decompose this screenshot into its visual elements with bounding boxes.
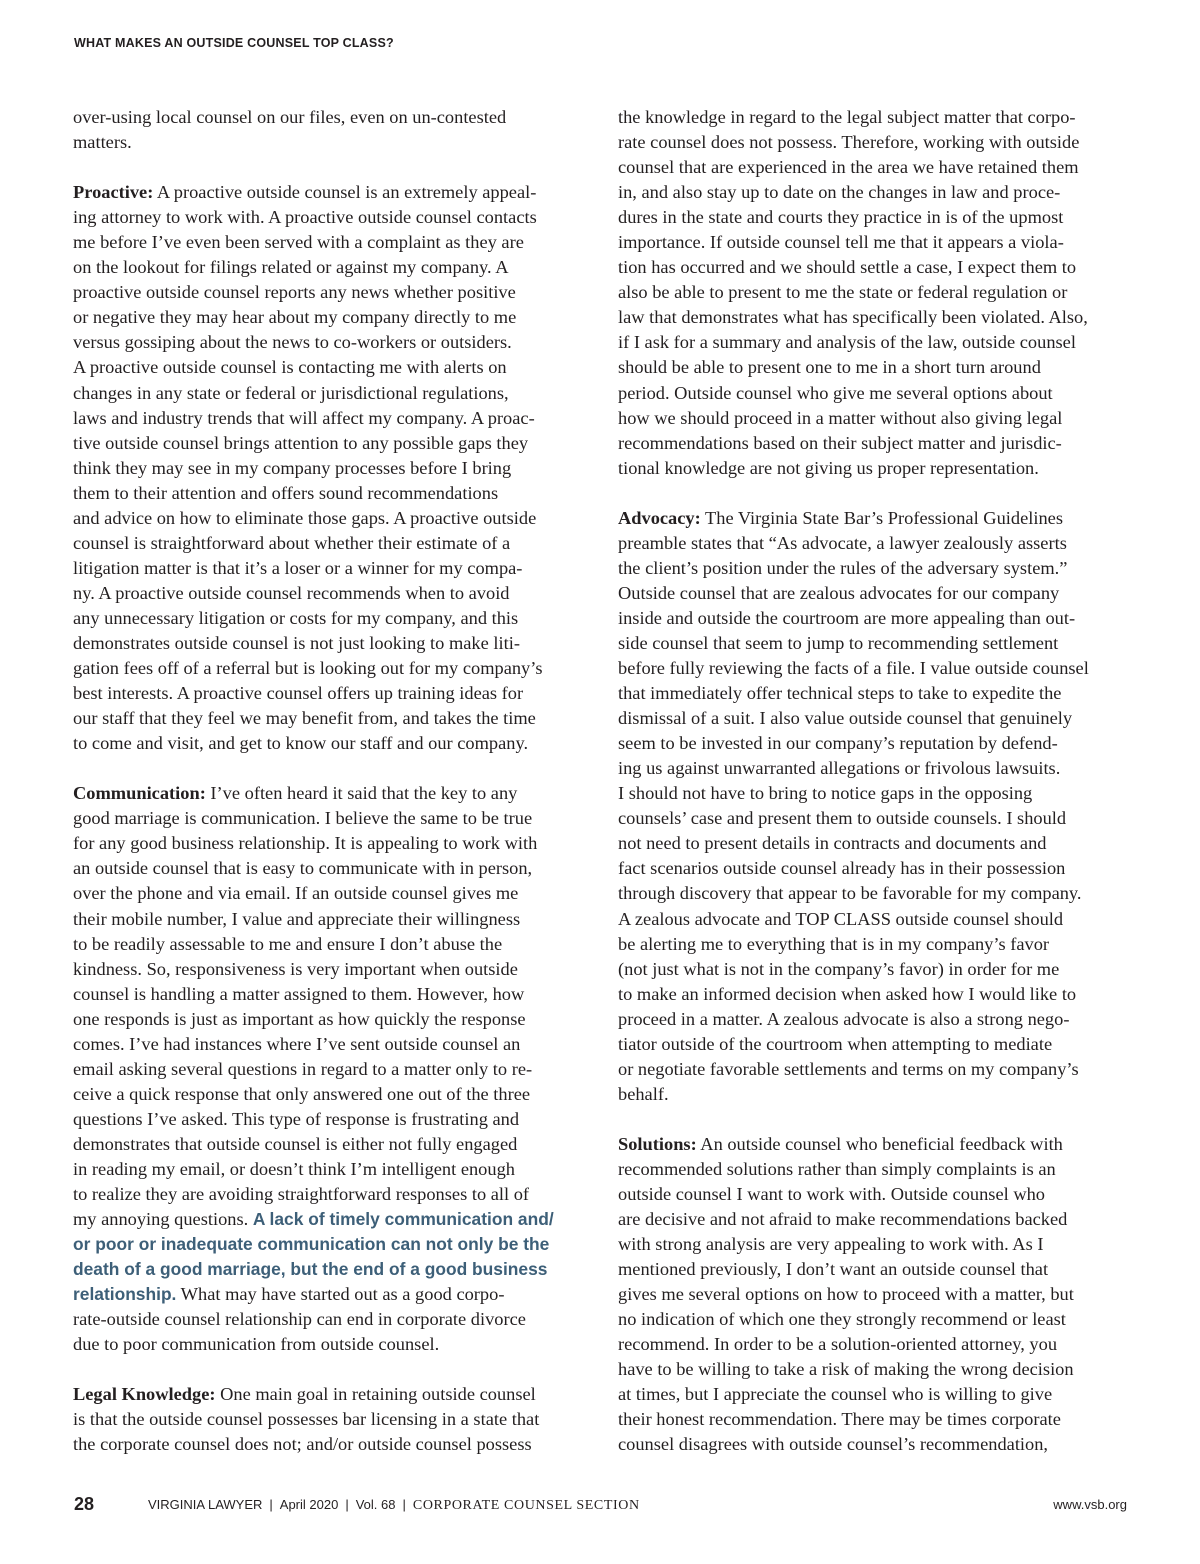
text-line: A zealous advocate and TOP CLASS outside counsel should xyxy=(618,908,1064,929)
text-line: the client’s position under the rules of the adversary system.” xyxy=(618,557,1068,578)
text-line: Communication: I’ve often heard it said that the key to any xyxy=(73,783,518,804)
text-line: also be able to present to me the state or federal regulation or xyxy=(618,282,1068,303)
pull-highlight: relationship. xyxy=(73,1284,177,1305)
pull-highlight: death of a good marriage, but the end of a good business xyxy=(73,1259,548,1280)
text-line: laws and industry trends that will affect my company. A proac- xyxy=(73,407,535,428)
text-line: one responds is just as important as how quickly the response xyxy=(73,1008,526,1029)
text-line: or negative they may hear about my company directly to me xyxy=(73,307,517,328)
text-line: recommended solutions rather than simply complaints is an xyxy=(618,1158,1056,1179)
text-line: or negotiate favorable settlements and terms on my company’s xyxy=(618,1058,1079,1079)
text-line: best interests. A proactive counsel offers up training ideas for xyxy=(73,683,524,704)
text-line: ing attorney to work with. A proactive outside counsel contacts xyxy=(73,207,537,228)
text-line: tion has occurred and we should settle a case, I expect them to xyxy=(618,257,1077,278)
section-lead-proactive: Proactive: xyxy=(73,182,154,203)
text-line: their mobile number, I value and appreciate their willingness xyxy=(73,908,521,929)
text-line: ny. A proactive outside counsel recommends when to avoid xyxy=(73,582,510,603)
text-line: before fully reviewing the facts of a file. I value outside counsel xyxy=(618,658,1089,679)
text-line: on the lookout for filings related or against my company. A xyxy=(73,257,509,278)
text-line: side counsel that seem to jump to recommending settlement xyxy=(618,632,1059,653)
text-line: email asking several questions in regard to a matter only to re- xyxy=(73,1058,533,1079)
text-line: to come and visit, and get to know our staff and our company. xyxy=(73,733,529,754)
left-column xyxy=(73,105,583,1458)
text-line: matters. xyxy=(73,132,132,153)
text-line: relationship. What may have started out as a good corpo- xyxy=(73,1284,505,1305)
section-lead-legal-knowledge: Legal Knowledge: xyxy=(73,1384,216,1405)
text-line: ing us against unwarranted allegations or frivolous lawsuits. xyxy=(618,758,1061,779)
text-line: Advocacy: The Virginia State Bar’s Professional Guidelines xyxy=(618,507,1063,528)
pull-highlight: A lack of timely communication and/ xyxy=(252,1209,554,1230)
text-line: the knowledge in regard to the legal subject matter that corpo- xyxy=(618,107,1076,127)
text-line: comes. I’ve had instances where I’ve sent outside counsel an xyxy=(73,1033,521,1054)
text-line: gation fees off of a referral but is looking out for my company’s xyxy=(73,658,543,679)
paragraph-communication xyxy=(73,781,583,1357)
text-line: are decisive and not afraid to make recommendations backed xyxy=(618,1209,1068,1230)
text-line: over-using local counsel on our files, even on un-contested xyxy=(73,107,507,127)
text-line: kindness. So, responsiveness is very important when outside xyxy=(73,958,518,979)
text-line: have to be willing to take a risk of making the wrong decision xyxy=(618,1359,1074,1380)
text-line: proactive outside counsel reports any news whether positive xyxy=(73,282,516,303)
paragraph-proactive xyxy=(73,180,583,756)
text-line: them to their attention and offers sound recommendations xyxy=(73,482,499,503)
publication-info: VIRGINIA LAWYER | April 2020 | Vol. 68 | CORPORATE COUNSEL SECTION xyxy=(148,1497,640,1513)
text-line: dures in the state and courts they practice in is of the upmost xyxy=(618,207,1064,228)
page-footer xyxy=(0,1494,1200,1518)
text-line: no indication of which one they strongly recommend or least xyxy=(618,1309,1066,1330)
text-line: for any good business relationship. It is appealing to work with xyxy=(73,833,538,854)
text-line: tiator outside of the courtroom when attempting to mediate xyxy=(618,1033,1053,1054)
text-line: an outside counsel that is easy to communicate with in person, xyxy=(73,858,533,879)
text-line: gives me several options on how to proceed with a matter, but xyxy=(618,1284,1074,1305)
text-line: inside and outside the courtroom are more appealing than out- xyxy=(618,607,1076,628)
text-line: their honest recommendation. There may be times corporate xyxy=(618,1409,1061,1430)
text-line: Proactive: A proactive outside counsel is an extremely appeal- xyxy=(73,182,537,203)
text-line: to make an informed decision when asked how I would like to xyxy=(618,983,1077,1004)
text-line: demonstrates that outside counsel is either not fully engaged xyxy=(73,1133,518,1154)
text-line: questions I’ve asked. This type of response is frustrating and xyxy=(73,1108,520,1129)
text-line: not need to present details in contracts and documents and xyxy=(618,833,1047,854)
section-lead-communication: Communication: xyxy=(73,783,206,804)
text-line: me before I’ve even been served with a complaint as they are xyxy=(73,232,524,253)
text-line: Solutions: An outside counsel who beneficial feedback with xyxy=(618,1133,1063,1154)
section-lead-advocacy: Advocacy: xyxy=(618,507,701,528)
text-line: behalf. xyxy=(618,1083,669,1104)
text-line: is that the outside counsel possesses bar licensing in a state that xyxy=(73,1409,540,1430)
text-line: good marriage is communication. I believe the same to be true xyxy=(73,808,533,829)
text-line: the corporate counsel does not; and/or outside counsel possess xyxy=(73,1434,532,1455)
text-line: any unnecessary litigation or costs for my company, and this xyxy=(73,607,519,628)
text-line: rate counsel does not possess. Therefore, working with outside xyxy=(618,132,1080,153)
paragraph-advocacy xyxy=(618,506,1128,1107)
text-line: seem to be invested in our company’s reputation by defend- xyxy=(618,733,1058,754)
text-line: counsel disagrees with outside counsel’s recommendation, xyxy=(618,1434,1049,1455)
page-number: 28 xyxy=(74,1494,95,1514)
text-line: in reading my email, or doesn’t think I’m intelligent enough xyxy=(73,1158,515,1179)
right-column xyxy=(618,105,1128,1458)
text-line: over the phone and via email. If an outside counsel gives me xyxy=(73,883,519,904)
text-line: law that demonstrates what has specifically been violated. Also, xyxy=(618,307,1088,328)
magazine-title: VIRGINIA LAWYER xyxy=(148,1497,263,1512)
paragraph-legal-knowledge-continued xyxy=(618,105,1128,481)
text-line: recommend. In order to be a solution-oriented attorney, you xyxy=(618,1334,1058,1355)
text-line: (not just what is not in the company’s favor) in order for me xyxy=(618,958,1060,979)
text-line: due to poor communication from outside counsel. xyxy=(73,1334,440,1355)
text-line: demonstrates outside counsel is not just looking to make liti- xyxy=(73,632,520,653)
text-line: that immediately offer technical steps to take to expedite the xyxy=(618,683,1062,704)
text-line: period. Outside counsel who give me several options about xyxy=(618,382,1053,403)
text-line: changes in any state or federal or jurisdictional regulations, xyxy=(73,382,509,403)
text-line: should be able to present one to me in a short turn around xyxy=(618,357,1041,378)
volume: Vol. 68 xyxy=(355,1497,396,1512)
website-link[interactable]: www.vsb.org xyxy=(1053,1497,1127,1512)
issue-date: April 2020 xyxy=(279,1497,339,1512)
text-line: and advice on how to eliminate those gaps. A proactive outside xyxy=(73,507,537,528)
paragraph-solutions xyxy=(618,1132,1128,1458)
text-line: counsels’ case and present them to outside counsels. I should xyxy=(618,808,1067,829)
text-line: with strong analysis are very appealing to work with. As I xyxy=(618,1234,1044,1255)
text-line: at times, but I appreciate the counsel who is willing to give xyxy=(618,1384,1053,1405)
text-line: outside counsel I want to work with. Outside counsel who xyxy=(618,1184,1046,1205)
text-line: how we should proceed in a matter without also giving legal xyxy=(618,407,1063,428)
text-line: Outside counsel that are zealous advocates for our company xyxy=(618,582,1060,603)
text-line: through discovery that appear to be favorable for my company. xyxy=(618,883,1082,904)
text-line: recommendations based on their subject matter and jurisdic- xyxy=(618,432,1062,453)
text-line: our staff that they feel we may benefit from, and takes the time xyxy=(73,708,536,729)
text-line: A proactive outside counsel is contacting me with alerts on xyxy=(73,357,507,378)
text-line: fact scenarios outside counsel already has in their possession xyxy=(618,858,1066,879)
text-line: dismissal of a suit. I also value outside counsel that genuinely xyxy=(618,708,1073,729)
text-line: importance. If outside counsel tell me that it appears a viola- xyxy=(618,232,1064,253)
text-line: counsel is handling a matter assigned to them. However, how xyxy=(73,983,525,1004)
text-line: tive outside counsel brings attention to any possible gaps they xyxy=(73,432,529,453)
text-line: mentioned previously, I don’t want an outside counsel that xyxy=(618,1259,1049,1280)
text-line: in, and also stay up to date on the changes in law and proce- xyxy=(618,182,1061,203)
text-line: litigation matter is that it’s a loser or a winner for my compa- xyxy=(73,557,523,578)
text-line: to be readily assessable to me and ensure I don’t abuse the xyxy=(73,933,503,954)
text-line: tional knowledge are not giving us proper representation. xyxy=(618,457,1039,478)
text-line: I should not have to bring to notice gaps in the opposing xyxy=(618,783,1033,804)
text-line: think they may see in my company processes before I bring xyxy=(73,457,512,478)
text-line: if I ask for a summary and analysis of the law, outside counsel xyxy=(618,332,1076,353)
text-line: proceed in a matter. A zealous advocate is also a strong nego- xyxy=(618,1008,1070,1029)
text-line: versus gossiping about the news to co-workers or outsiders. xyxy=(73,332,512,353)
paragraph-intro-continuation xyxy=(73,105,583,155)
text-line: my annoying questions. A lack of timely communication and/ xyxy=(73,1209,554,1230)
paragraph-legal-knowledge xyxy=(73,1382,583,1457)
text-line: to realize they are avoiding straightforward responses to all of xyxy=(73,1184,530,1205)
text-line: counsel that are experienced in the area we have retained them xyxy=(618,157,1079,178)
text-line: preamble states that “As advocate, a lawyer zealously asserts xyxy=(618,532,1067,553)
section-name: CORPORATE COUNSEL SECTION xyxy=(412,1498,640,1513)
text-line: be alerting me to everything that is in my company’s favor xyxy=(618,933,1050,954)
section-lead-solutions: Solutions: xyxy=(618,1133,697,1154)
pull-highlight: or poor or inadequate communication can not only be the xyxy=(73,1234,550,1255)
running-title: WHAT MAKES AN OUTSIDE COUNSEL TOP CLASS? xyxy=(74,36,394,50)
text-line: ceive a quick response that only answered one out of the three xyxy=(73,1083,531,1104)
text-line: Legal Knowledge: One main goal in retaining outside counsel xyxy=(73,1384,536,1405)
text-line: rate-outside counsel relationship can end in corporate divorce xyxy=(73,1309,526,1330)
text-line: counsel is straightforward about whether their estimate of a xyxy=(73,532,511,553)
